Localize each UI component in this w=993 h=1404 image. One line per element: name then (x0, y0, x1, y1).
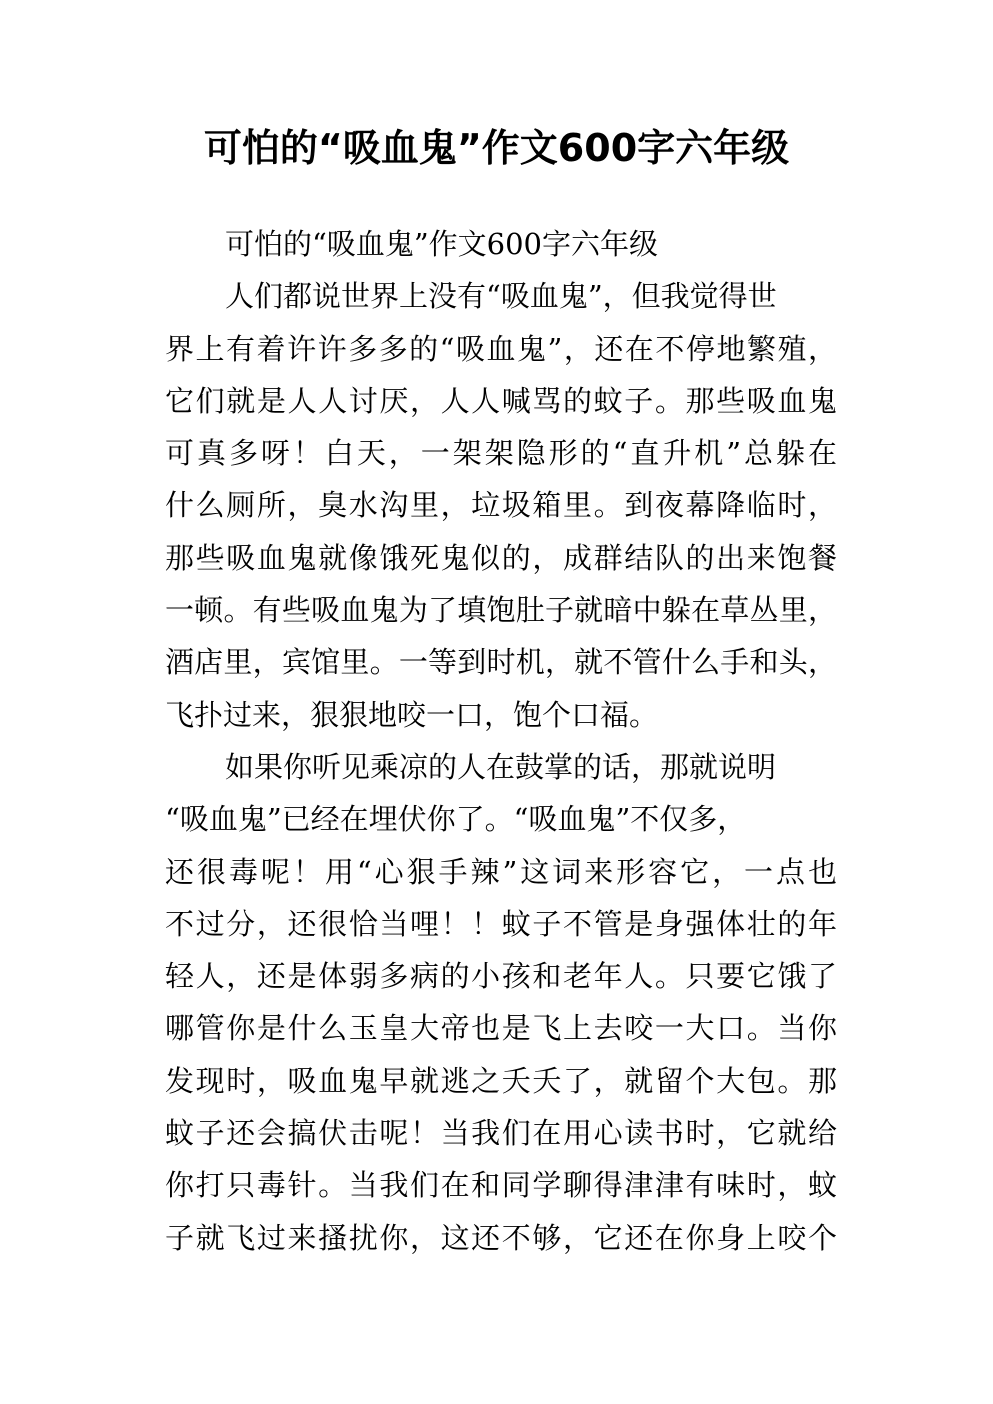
text-line: 轻人，还是体弱多病的小孩和老年人。只要它饿了 (165, 959, 837, 994)
text-line: 酒店里，宾馆里。一等到时机，就不管什么手和头， (165, 645, 837, 680)
text-line: 人们都说世界上没有“吸血鬼”，但我觉得世 (225, 279, 777, 314)
text-line: 可怕的“吸血鬼”作文600字六年级 (225, 227, 659, 261)
text-line: 可真多呀！白天，一架架隐形的“直升机”总躲在 (165, 436, 837, 471)
text-line: 还很毒呢！用“心狠手辣”这词来形容它，一点也 (165, 854, 837, 889)
text-line: 什么厕所，臭水沟里，垃圾箱里。到夜幕降临时， (165, 488, 837, 523)
text-line: 蚊子还会搞伏击呢！当我们在用心读书时，它就给 (165, 1116, 837, 1151)
text-line: “吸血鬼”已经在埋伏你了。“吸血鬼”不仅多， (165, 802, 747, 837)
text-line: 如果你听见乘凉的人在鼓掌的话，那就说明 (225, 749, 777, 784)
document-body (165, 218, 837, 1264)
text-line: 界上有着许许多多的“吸血鬼”，还在不停地繁殖， (165, 331, 837, 366)
text-line: 发现时，吸血鬼早就逃之夭夭了，就留个大包。那 (165, 1063, 837, 1098)
text-line: 那些吸血鬼就像饿死鬼似的，成群结队的出来饱餐 (165, 540, 837, 575)
text-line: 哪管你是什么玉皇大帝也是飞上去咬一大口。当你 (165, 1011, 837, 1046)
text-line: 子就飞过来搔扰你，这还不够，它还在你身上咬个 (165, 1220, 837, 1255)
text-line: 飞扑过来，狠狠地咬一口，饱个口福。 (165, 697, 659, 732)
text-line: 一顿。有些吸血鬼为了填饱肚子就暗中躲在草丛里， (165, 593, 837, 628)
text-line: 它们就是人人讨厌，人人喊骂的蚊子。那些吸血鬼 (165, 383, 837, 418)
document-title: 可怕的“吸血鬼”作文600字六年级 (203, 126, 790, 170)
text-line: 你打只毒针。当我们在和同学聊得津津有味时，蚊 (165, 1168, 837, 1203)
text-line: 不过分，还很恰当哩！！蚊子不管是身强体壮的年 (165, 906, 837, 941)
